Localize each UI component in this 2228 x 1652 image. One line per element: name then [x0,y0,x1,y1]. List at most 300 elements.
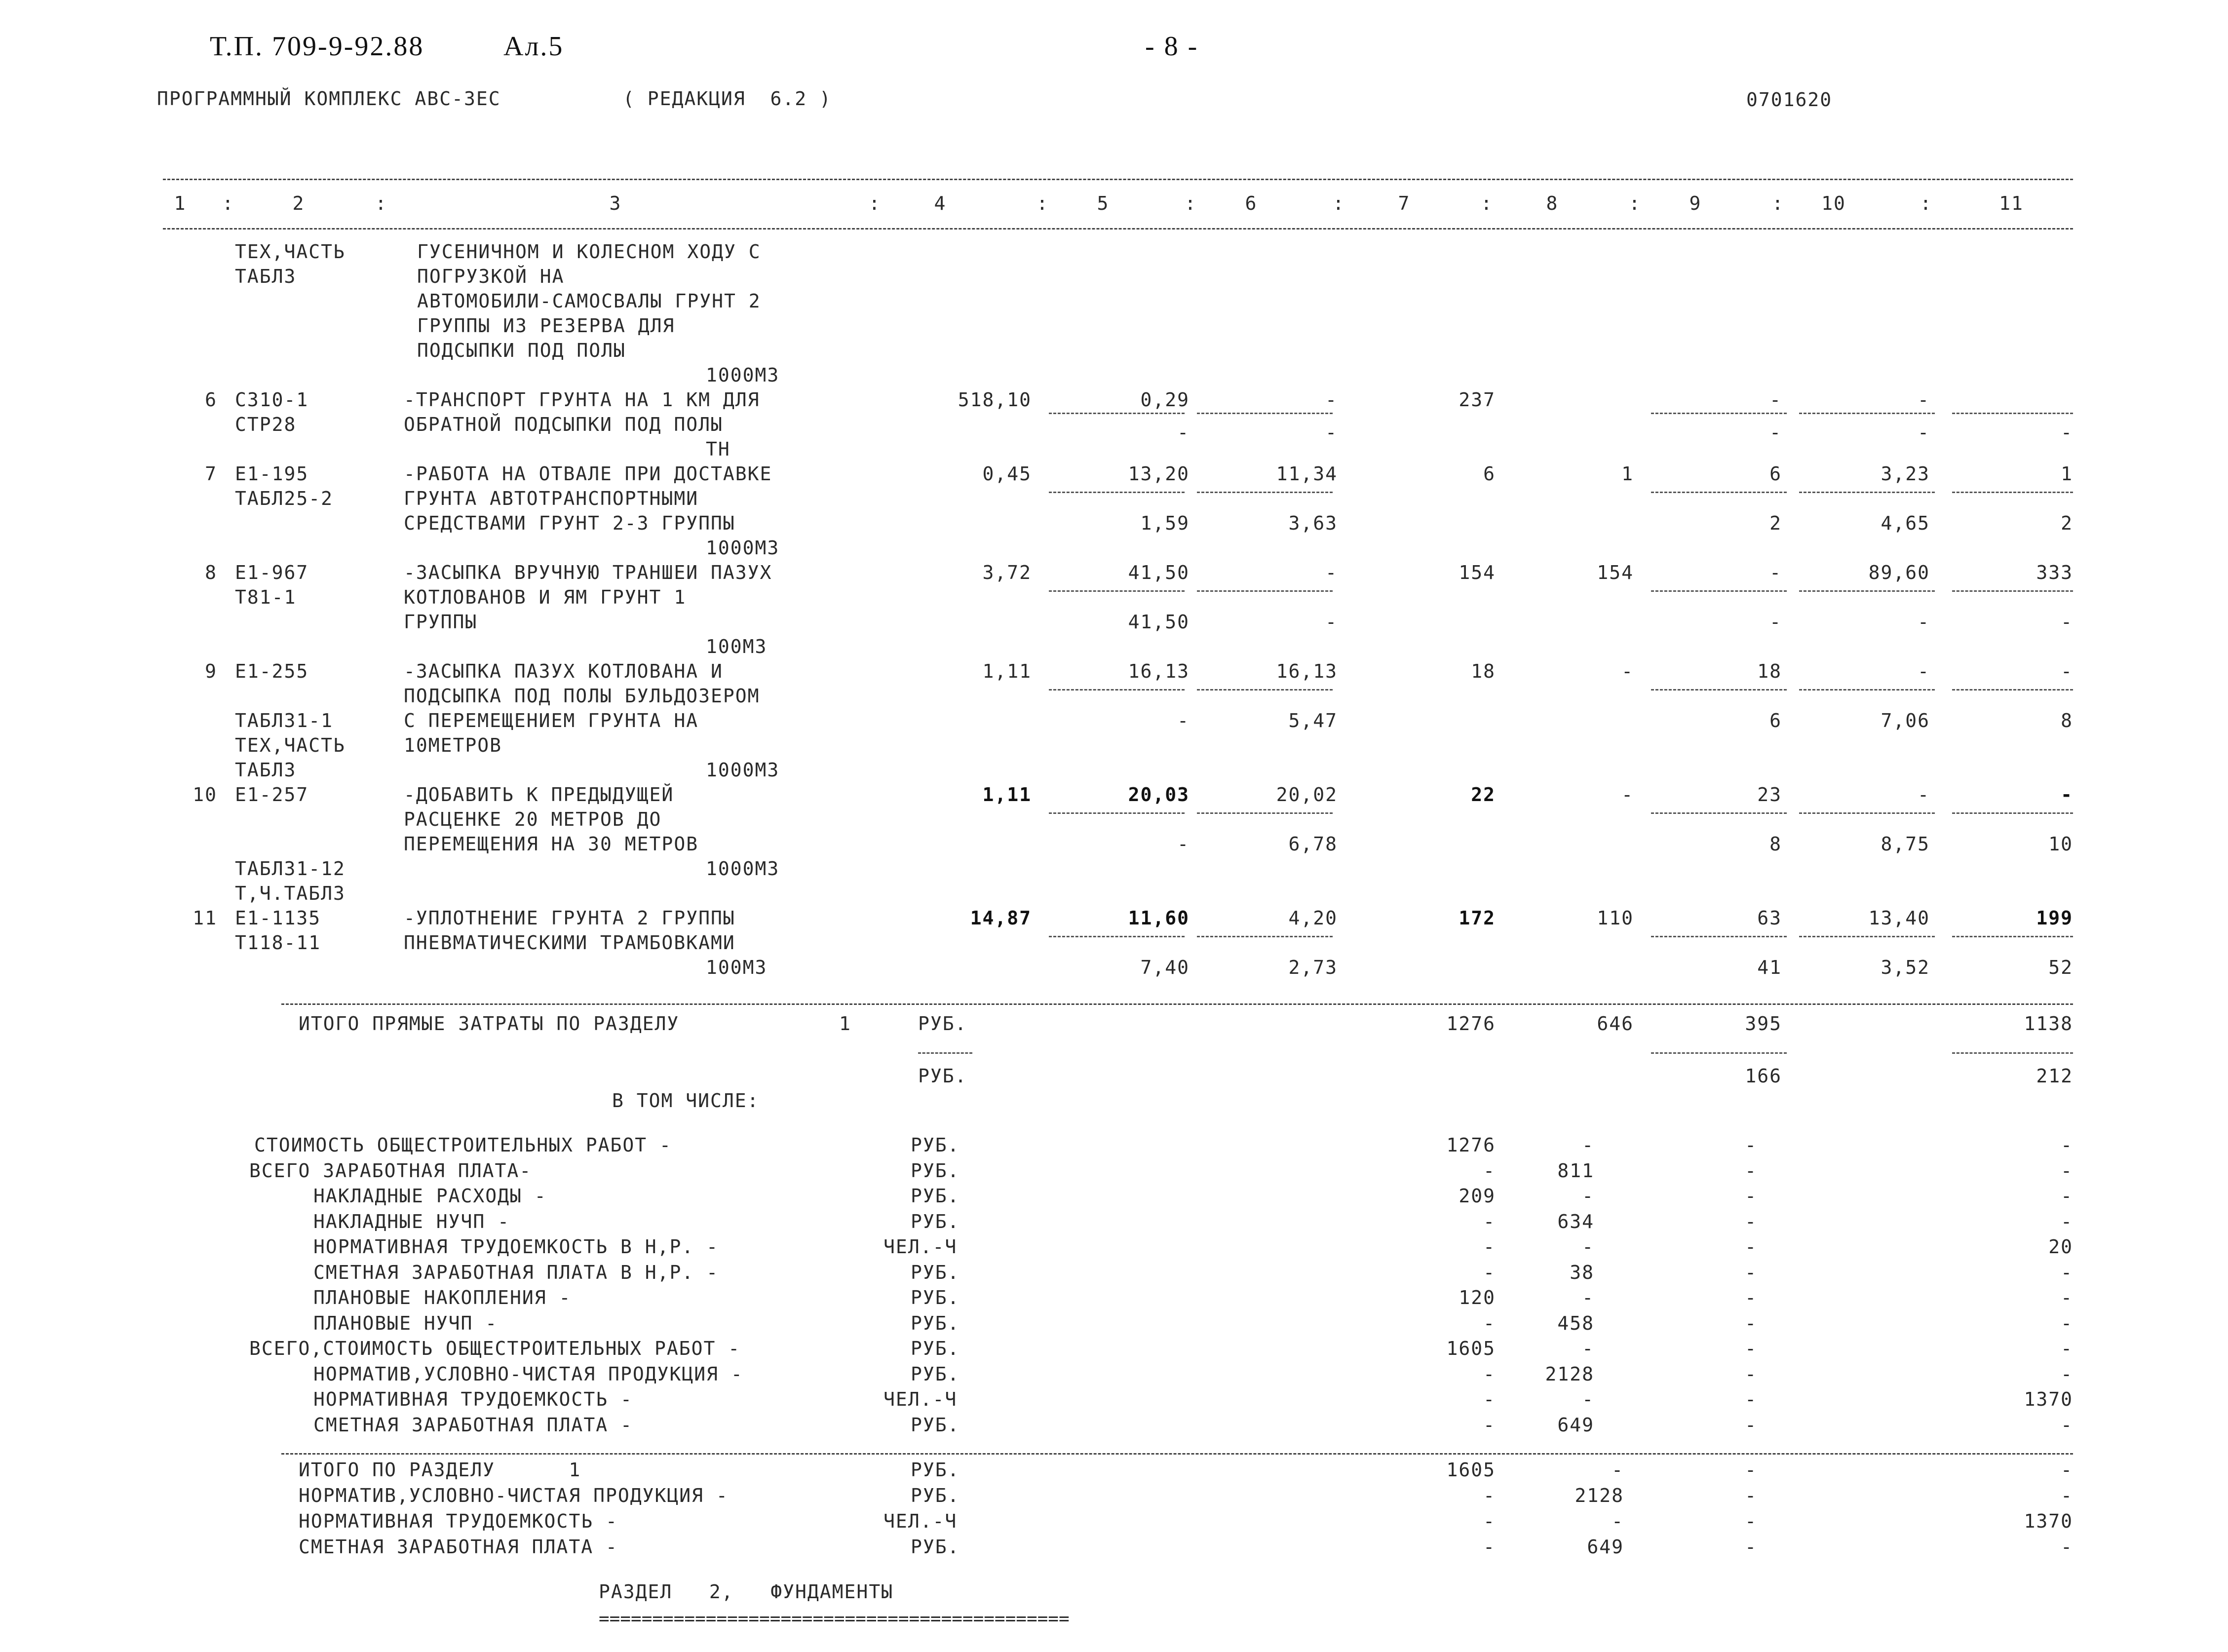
sub-rule [1952,413,2073,414]
summary-col8: 458 [1557,1312,1594,1334]
continuation-desc: АВТОМОБИЛИ-САМОСВАЛЫ ГРУНТ 2 [417,290,761,312]
continuation-ref: ТЕХ,ЧАСТЬ [235,241,346,263]
cell-col9: - [1769,389,1782,411]
sub-rule [1651,492,1787,493]
summary-col7: 1276 [1446,1134,1496,1156]
subcell-col11: 2 [2061,512,2073,534]
sub-rule [1049,689,1185,691]
row-number: 9 [205,660,217,682]
row-description: КОТЛОВАНОВ И ЯМ ГРУНТ 1 [404,586,687,608]
subcell-col10: - [1918,422,1930,443]
sub-rule [1651,1052,1787,1054]
section-total-col8: - [1612,1510,1624,1532]
column-separator: : [375,192,387,214]
section-total-unit: РУБ. [911,1536,960,1558]
column-separator: : [1481,192,1493,214]
column-header-1: 1 [174,192,187,214]
sub-rule [1197,812,1333,814]
row-ref: Т81-1 [235,586,297,608]
row-description: -ДОБАВИТЬ К ПРЕДЫДУЩЕЙ [404,784,674,806]
totals-rule [281,1003,2073,1005]
totals-label: ИТОГО ПРЯМЫЕ ЗАТРАТЫ ПО РАЗДЕЛУ [299,1013,680,1035]
subcell-col9: 8 [1769,833,1782,855]
cell-col10: 13,40 [1868,907,1930,929]
row-description: -ЗАСЫПКА ПАЗУХ КОТЛОВАНА И [404,660,723,682]
section-total-col11: 1370 [2024,1510,2073,1532]
subcell-col5: 7,40 [1140,957,1190,978]
row-ref: СТР28 [235,414,297,435]
sub-rule [1651,936,1787,937]
row-unit: ТН [706,438,730,460]
column-separator: : [1185,192,1197,214]
summary-unit: РУБ. [911,1287,960,1308]
row-number: 8 [205,562,217,583]
subcell-col9: 6 [1769,710,1782,731]
section-total-col7: - [1483,1485,1496,1506]
row-ref: Т,Ч.ТАБЛ3 [235,883,346,904]
program-edition: ( РЕДАКЦИЯ 6.2 ) [623,88,832,110]
document-code: 0701620 [1746,89,1833,111]
row-description: РАСЦЕНКЕ 20 МЕТРОВ ДО [404,808,662,830]
row-description: ГРУППЫ [404,611,478,633]
row-description: СРЕДСТВАМИ ГРУНТ 2-3 ГРУППЫ [404,512,735,534]
subcell-col11: 8 [2061,710,2073,731]
sub-rule [1197,936,1333,937]
summary-col8: - [1582,1287,1594,1308]
cell-col5: 41,50 [1128,562,1190,583]
column-separator: : [1920,192,1932,214]
section-total-rule [281,1453,2073,1455]
section-total-label: ИТОГО ПО РАЗДЕЛУ 1 [299,1459,581,1481]
subcell-col6: 2,73 [1288,957,1338,978]
cell-col5: 13,20 [1128,463,1190,485]
continuation-desc: ПОГРУЗКОЙ НА [417,266,565,287]
cell-col10: - [1918,389,1930,411]
summary-col7: - [1483,1388,1496,1410]
cell-col9: 6 [1769,463,1782,485]
sub-rule [1799,492,1935,493]
sub-rule [1197,590,1333,592]
totals-col8: 646 [1597,1013,1634,1035]
summary-col8: 634 [1557,1210,1594,1232]
summary-col7: 120 [1459,1287,1496,1308]
summary-col7: - [1483,1159,1496,1182]
row-code: Е1-1135 [235,907,321,929]
subcell-col11: 52 [2048,957,2073,978]
row-unit: 100М3 [706,957,768,978]
totals-section: 1 [839,1013,851,1035]
column-header-10: 10 [1821,192,1846,214]
cell-col4: 14,87 [970,907,1032,929]
sub-rule [918,1052,972,1054]
cell-col4: 518,10 [958,389,1032,411]
row-number: 11 [192,907,217,929]
totals-sub-col9: 166 [1745,1065,1782,1087]
continuation-ref: ТАБЛ3 [235,266,297,287]
section-total-col7: - [1483,1536,1496,1558]
summary-unit: РУБ. [911,1338,960,1359]
cell-col8: 110 [1597,907,1634,929]
cell-col6: 20,02 [1276,784,1338,806]
summary-label: НОРМАТИВНАЯ ТРУДОЕМКОСТЬ - [313,1388,633,1410]
column-separator: : [1772,192,1784,214]
continuation-desc: ГРУППЫ ИЗ РЕЗЕРВА ДЛЯ [417,315,675,337]
cell-col5: 20,03 [1128,784,1190,806]
totals-unit: РУБ. [918,1013,967,1035]
row-code: С310-1 [235,389,309,411]
subcell-col5: - [1177,422,1190,443]
summary-col11: 1370 [2024,1388,2073,1410]
next-section-title: РАЗДЕЛ 2, ФУНДАМЕНТЫ [599,1581,894,1603]
row-code: Е1-195 [235,463,309,485]
section-total-unit: РУБ. [911,1459,960,1481]
subcell-col11: - [2061,611,2073,633]
cell-col10: 3,23 [1881,463,1930,485]
subcell-col6: 5,47 [1288,710,1338,731]
column-header-9: 9 [1689,192,1702,214]
section-total-col8: 2128 [1575,1485,1624,1506]
cell-col4: 1,11 [982,660,1032,682]
subcell-col11: - [2061,422,2073,443]
continuation-unit: 1000М3 [706,364,780,386]
cell-col10: - [1918,660,1930,682]
summary-col8: 811 [1557,1159,1594,1182]
row-description: 10МЕТРОВ [404,734,502,756]
column-separator: : [1037,192,1049,214]
cell-col7: 6 [1483,463,1496,485]
summary-col9: - [1745,1159,1757,1182]
subcell-col10: 3,52 [1881,957,1930,978]
cell-col11: 1 [2061,463,2073,485]
sub-rule [1952,689,2073,691]
summary-label: НОРМАТИВ,УСЛОВНО-ЧИСТАЯ ПРОДУКЦИЯ - [313,1363,743,1385]
sub-rule [1651,413,1787,414]
sub-rule [1799,936,1935,937]
column-header-7: 7 [1398,192,1411,214]
section-total-col11: - [2061,1459,2073,1481]
summary-col11: - [2061,1210,2073,1232]
summary-col8: - [1582,1185,1594,1207]
subcell-col5: 41,50 [1128,611,1190,633]
cell-col4: 0,45 [982,463,1032,485]
cell-col7: 237 [1459,389,1496,411]
summary-label: СМЕТНАЯ ЗАРАБОТНАЯ ПЛАТА - [313,1414,633,1436]
summary-col9: - [1745,1236,1757,1258]
cell-col4: 1,11 [982,784,1032,806]
summary-col9: - [1745,1414,1757,1436]
cell-col10: - [1918,784,1930,806]
summary-unit: РУБ. [911,1159,960,1182]
cell-col9: 63 [1757,907,1782,929]
subcell-col6: 3,63 [1288,512,1338,534]
sub-rule [1197,413,1333,414]
subcell-col6: - [1325,611,1338,633]
cell-col7: 172 [1459,907,1496,929]
row-description: -УПЛОТНЕНИЕ ГРУНТА 2 ГРУППЫ [404,907,735,929]
section-total-col11: - [2061,1536,2073,1558]
summary-col7: - [1483,1312,1496,1334]
summary-col9: - [1745,1338,1757,1359]
summary-col11: - [2061,1185,2073,1207]
section-total-label: СМЕТНАЯ ЗАРАБОТНАЯ ПЛАТА - [299,1536,618,1558]
sub-rule [1799,689,1935,691]
column-separator: : [222,192,234,214]
cell-col8: - [1621,660,1634,682]
totals-unit-2: РУБ. [918,1065,967,1087]
summary-label: НАКЛАДНЫЕ РАСХОДЫ - [313,1185,547,1207]
row-ref: ТАБЛ31-12 [235,858,346,880]
summary-col11: - [2061,1287,2073,1308]
column-separator: : [869,192,881,214]
section-total-col9: - [1745,1536,1757,1558]
section-total-label: НОРМАТИВ,УСЛОВНО-ЧИСТАЯ ПРОДУКЦИЯ - [299,1485,729,1506]
sub-rule [1952,590,2073,592]
program-name: ПРОГРАММНЫЙ КОМПЛЕКС АВС-ЗЕС [157,88,501,110]
summary-col9: - [1745,1287,1757,1308]
summary-col9: - [1745,1388,1757,1410]
summary-col7: - [1483,1236,1496,1258]
subcell-col6: 6,78 [1288,833,1338,855]
cell-col5: 11,60 [1128,907,1190,929]
table-header-rule [163,228,2073,230]
including-label: В ТОМ ЧИСЛЕ: [612,1090,760,1112]
row-description: -ЗАСЫПКА ВРУЧНУЮ ТРАНШЕИ ПАЗУХ [404,562,772,583]
summary-col11: - [2061,1363,2073,1385]
summary-label: ПЛАНОВЫЕ НУЧП - [313,1312,498,1334]
sub-rule [1049,590,1185,592]
subcell-col5: - [1177,833,1190,855]
subcell-col11: 10 [2048,833,2073,855]
cell-col4: 3,72 [982,562,1032,583]
row-description: -ТРАНСПОРТ ГРУНТА НА 1 КМ ДЛЯ [404,389,760,411]
summary-unit: РУБ. [911,1134,960,1156]
section-total-col9: - [1745,1485,1757,1506]
summary-unit: РУБ. [911,1312,960,1334]
sub-rule [1651,689,1787,691]
section-total-col9: - [1745,1510,1757,1532]
row-code: Е1-255 [235,660,309,682]
sub-rule [1197,689,1333,691]
column-header-3: 3 [609,192,622,214]
cell-col11: - [2061,784,2073,806]
continuation-desc: ПОДСЫПКИ ПОД ПОЛЫ [417,340,626,361]
row-code: Е1-967 [235,562,309,583]
summary-label: СТОИМОСТЬ ОБЩЕСТРОИТЕЛЬНЫХ РАБОТ - [254,1134,672,1156]
subcell-col10: 7,06 [1881,710,1930,731]
summary-col8: - [1582,1236,1594,1258]
summary-col7: - [1483,1363,1496,1385]
summary-col11: - [2061,1312,2073,1334]
row-number: 6 [205,389,217,411]
subcell-col5: - [1177,710,1190,731]
column-header-5: 5 [1097,192,1110,214]
summary-col11: - [2061,1159,2073,1182]
page-number: - 8 - [1145,31,1199,62]
sub-rule [1952,492,2073,493]
cell-col9: 23 [1757,784,1782,806]
subcell-col9: 41 [1757,957,1782,978]
cell-col11: 199 [2036,907,2073,929]
summary-unit: ЧЕЛ.-Ч [884,1388,958,1410]
section-total-unit: ЧЕЛ.-Ч [884,1510,958,1532]
sub-rule [1049,413,1185,414]
subcell-col9: - [1769,611,1782,633]
summary-col7: - [1483,1261,1496,1283]
column-header-2: 2 [292,192,305,214]
continuation-desc: ГУСЕНИЧНОМ И КОЛЕСНОМ ХОДУ С [417,241,761,263]
sub-rule [1197,492,1333,493]
row-ref: ТАБЛ3 [235,759,297,781]
summary-unit: РУБ. [911,1185,960,1207]
sub-rule [1799,590,1935,592]
totals-col9: 395 [1745,1013,1782,1035]
section-total-col8: 649 [1587,1536,1624,1558]
table-top-rule [163,179,2073,180]
row-ref: ТАБЛ31-1 [235,710,334,731]
row-number: 7 [205,463,217,485]
subcell-col10: - [1918,611,1930,633]
summary-col9: - [1745,1363,1757,1385]
subcell-col10: 8,75 [1881,833,1930,855]
summary-col9: - [1745,1185,1757,1207]
cell-col10: 89,60 [1868,562,1930,583]
cell-col8: 1 [1621,463,1634,485]
summary-col8: - [1582,1338,1594,1359]
sub-rule [1952,812,2073,814]
summary-unit: РУБ. [911,1414,960,1436]
summary-col8: - [1582,1388,1594,1410]
column-header-11: 11 [1999,192,2024,214]
summary-unit: РУБ. [911,1210,960,1232]
row-unit: 1000М3 [706,759,780,781]
summary-label: ПЛАНОВЫЕ НАКОПЛЕНИЯ - [313,1287,572,1308]
cell-col7: 22 [1471,784,1496,806]
sub-rule [1952,936,2073,937]
section-total-col9: - [1745,1459,1757,1481]
row-unit: 1000М3 [706,858,780,880]
column-header-8: 8 [1546,192,1559,214]
row-description: ПНЕВМАТИЧЕСКИМИ ТРАМБОВКАМИ [404,932,735,954]
summary-col9: - [1745,1210,1757,1232]
sub-rule [1651,590,1787,592]
subcell-col5: 1,59 [1140,512,1190,534]
summary-col8: 38 [1570,1261,1594,1283]
totals-sub-col11: 212 [2036,1065,2073,1087]
row-description: ПЕРЕМЕЩЕНИЯ НА 30 МЕТРОВ [404,833,699,855]
column-separator: : [1629,192,1641,214]
section-total-col11: - [2061,1485,2073,1506]
summary-col11: - [2061,1414,2073,1436]
cell-col6: 16,13 [1276,660,1338,682]
row-unit: 100М3 [706,636,768,657]
summary-col11: - [2061,1338,2073,1359]
cell-col6: 4,20 [1288,907,1338,929]
cell-col6: 11,34 [1276,463,1338,485]
cell-col8: - [1621,784,1634,806]
summary-label: СМЕТНАЯ ЗАРАБОТНАЯ ПЛАТА В Н,Р. - [313,1261,719,1283]
cell-col8: 154 [1597,562,1634,583]
summary-col7: 1605 [1446,1338,1496,1359]
column-separator: : [1333,192,1345,214]
summary-label: НОРМАТИВНАЯ ТРУДОЕМКОСТЬ В Н,Р. - [313,1236,719,1258]
summary-unit: ЧЕЛ.-Ч [884,1236,958,1258]
totals-col11: 1138 [2024,1013,2073,1035]
summary-unit: РУБ. [911,1363,960,1385]
sub-rule [1799,812,1935,814]
column-header-6: 6 [1245,192,1258,214]
row-code: Е1-257 [235,784,309,806]
sub-rule [1799,413,1935,414]
cell-col5: 16,13 [1128,660,1190,682]
cell-col7: 18 [1471,660,1496,682]
summary-label: ВСЕГО,СТОИМОСТЬ ОБЩЕСТРОИТЕЛЬНЫХ РАБОТ - [249,1338,741,1359]
section-total-col8: - [1612,1459,1624,1481]
next-section-underline: ============================================ [599,1609,1070,1629]
sub-rule [1049,492,1185,493]
row-description: ПОДСЫПКА ПОД ПОЛЫ БУЛЬДОЗЕРОМ [404,685,760,707]
summary-label: НАКЛАДНЫЕ НУЧП - [313,1210,510,1232]
section-total-col7: - [1483,1510,1496,1532]
summary-col7: - [1483,1210,1496,1232]
album-label: Ал.5 [503,31,564,62]
summary-col9: - [1745,1312,1757,1334]
summary-col11: 20 [2048,1236,2073,1258]
row-unit: 1000М3 [706,537,780,559]
column-header-4: 4 [934,192,947,214]
doc-reference: Т.П. 709-9-92.88 [210,31,424,62]
row-ref: ТАБЛ25-2 [235,488,334,509]
cell-col6: - [1325,389,1338,411]
row-ref: ТЕХ,ЧАСТЬ [235,734,346,756]
sub-rule [1651,812,1787,814]
totals-col7: 1276 [1446,1013,1496,1035]
row-number: 10 [192,784,217,806]
summary-col7: - [1483,1414,1496,1436]
summary-col9: - [1745,1134,1757,1156]
row-ref: Т118-11 [235,932,321,954]
summary-col11: - [2061,1261,2073,1283]
subcell-col6: - [1325,422,1338,443]
section-total-unit: РУБ. [911,1485,960,1506]
row-description: -РАБОТА НА ОТВАЛЕ ПРИ ДОСТАВКЕ [404,463,772,485]
row-description: С ПЕРЕМЕЩЕНИЕМ ГРУНТА НА [404,710,699,731]
row-description: ГРУНТА АВТОТРАНСПОРТНЫМИ [404,488,699,509]
cell-col9: 18 [1757,660,1782,682]
cell-col7: 154 [1459,562,1496,583]
subcell-col9: 2 [1769,512,1782,534]
sub-rule [1049,936,1185,937]
summary-col8: - [1582,1134,1594,1156]
summary-col7: 209 [1459,1185,1496,1207]
summary-col8: 649 [1557,1414,1594,1436]
cell-col11: - [2061,660,2073,682]
summary-col8: 2128 [1545,1363,1594,1385]
summary-unit: РУБ. [911,1261,960,1283]
section-total-label: НОРМАТИВНАЯ ТРУДОЕМКОСТЬ - [299,1510,618,1532]
summary-label: ВСЕГО ЗАРАБОТНАЯ ПЛАТА- [249,1159,532,1182]
cell-col5: 0,29 [1140,389,1190,411]
row-description: ОБРАТНОЙ ПОДСЫПКИ ПОД ПОЛЫ [404,414,723,435]
sub-rule [1049,812,1185,814]
sub-rule [1952,1052,2073,1054]
summary-col9: - [1745,1261,1757,1283]
section-total-col7: 1605 [1446,1459,1496,1481]
summary-col11: - [2061,1134,2073,1156]
cell-col11: 333 [2036,562,2073,583]
cell-col9: - [1769,562,1782,583]
subcell-col9: - [1769,422,1782,443]
cell-col6: - [1325,562,1338,583]
